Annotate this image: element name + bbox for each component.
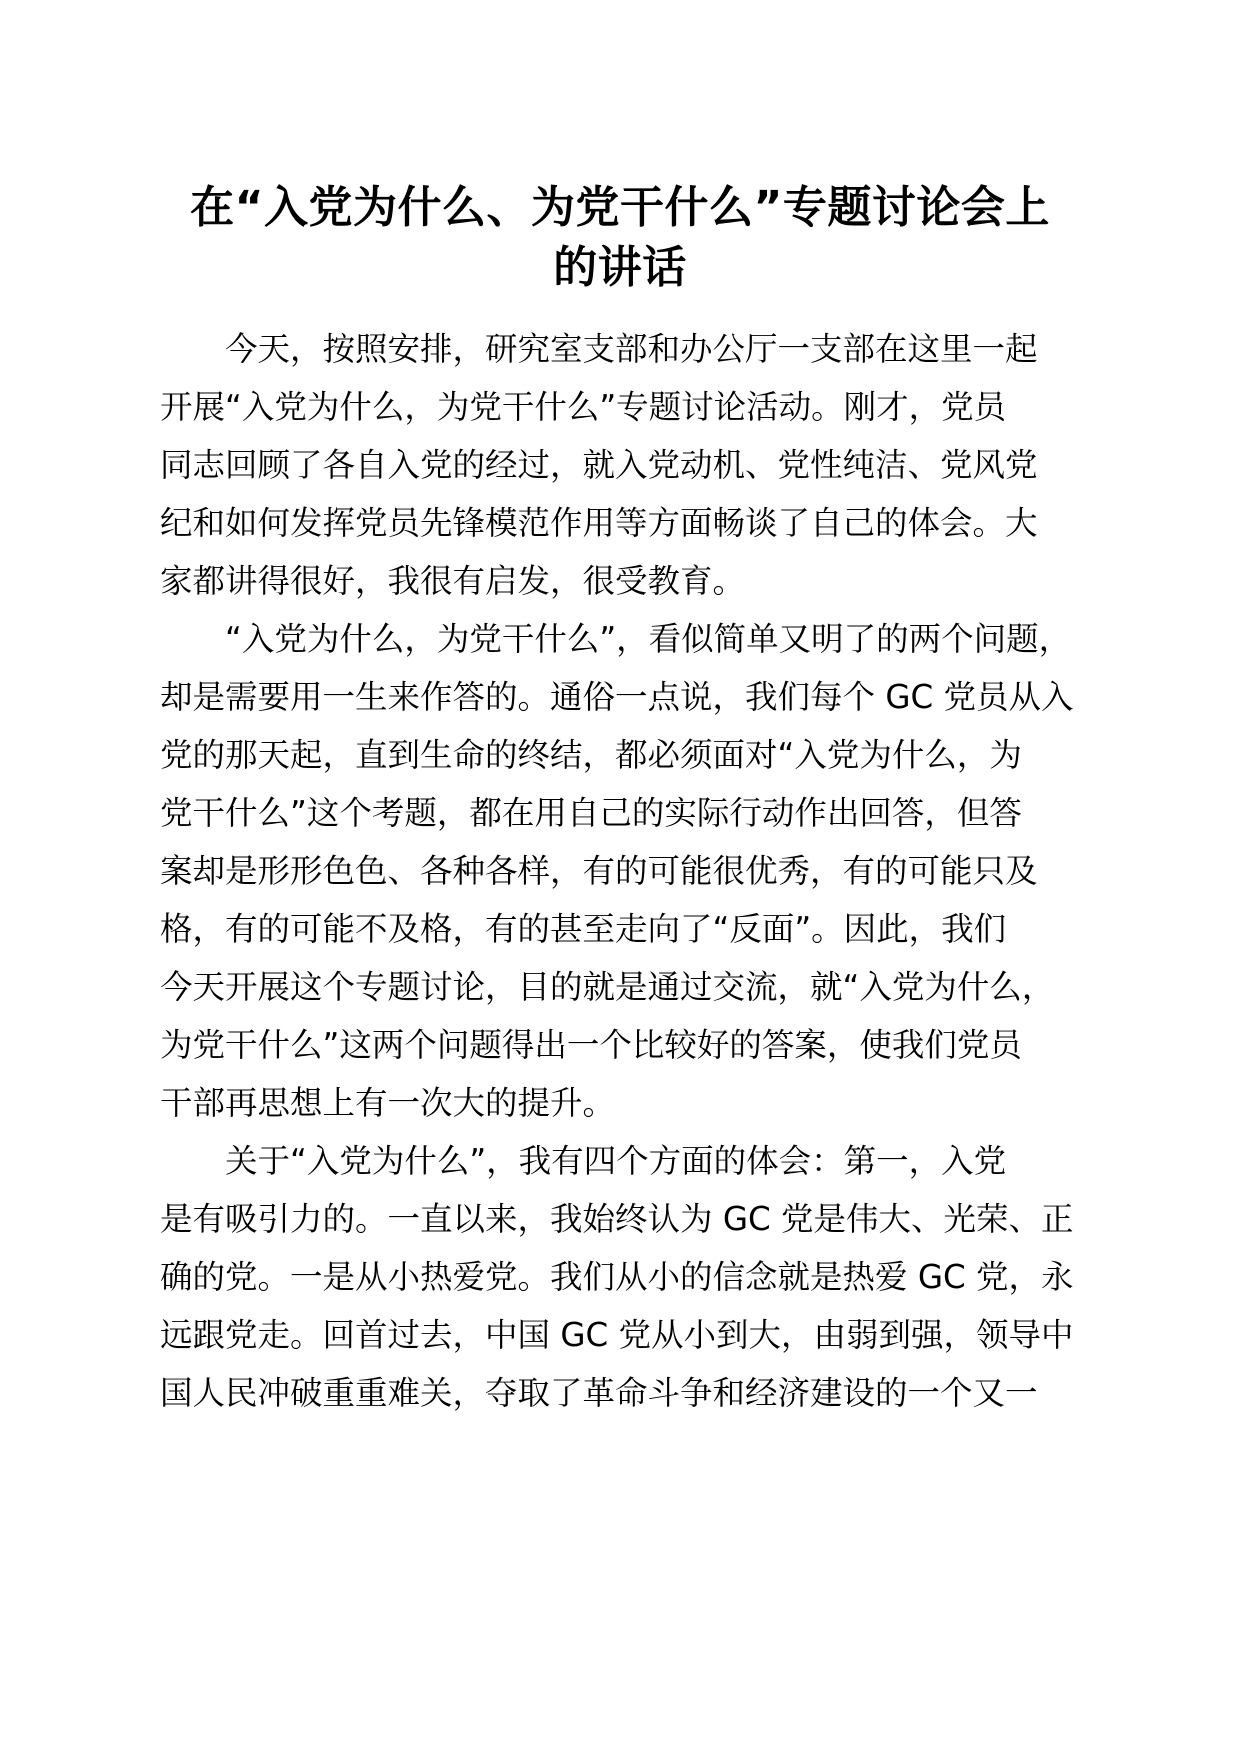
paragraph-2-line-1: “入党为什么，为党干什么”，看似简单又明了的两个问题，	[225, 620, 1072, 658]
paragraph-1-line-2: 开展“入党为什么，为党干什么”专题讨论活动。刚才，党员	[160, 388, 1007, 426]
paragraph-3-line-5: 国人民冲破重重难关，夺取了革命斗争和经济建设的一个又一	[160, 1374, 1038, 1412]
paragraph-2-line-8: 为党干什么”这两个问题得出一个比较好的答案，使我们党员	[160, 1026, 1022, 1064]
paragraph-3-line-1: 关于“入党为什么”，我有四个方面的体会：第一，入党	[225, 1142, 1007, 1180]
paragraph-2-line-9: 干部再思想上有一次大的提升。	[160, 1084, 616, 1122]
paragraph-1-line-3: 同志回顾了各自入党的经过，就入党动机、党性纯洁、党风党	[160, 446, 1038, 484]
paragraph-2-line-6: 格，有的可能不及格，有的甚至走向了“反面”。因此，我们	[160, 910, 1007, 948]
paragraph-2-line-4: 党干什么”这个考题，都在用自己的实际行动作出回答，但答	[160, 794, 1022, 832]
paragraph-1-line-5: 家都讲得很好，我很有启发，很受教育。	[160, 562, 746, 600]
document-title-line-1: 在“入党为什么、为党干什么”专题讨论会上	[190, 182, 1050, 233]
paragraph-3-line-2: 是有吸引力的。一直以来，我始终认为 GC 党是伟大、光荣、正	[160, 1200, 1074, 1238]
paragraph-3-line-3: 确的党。一是从小热爱党。我们从小的信念就是热爱 GC 党，永	[160, 1258, 1074, 1296]
paragraph-1-line-4: 纪和如何发挥党员先锋模范作用等方面畅谈了自己的体会。大	[160, 504, 1038, 542]
paragraph-2-line-5: 案却是形形色色、各种各样，有的可能很优秀，有的可能只及	[160, 852, 1038, 890]
paragraph-2-line-2: 却是需要用一生来作答的。通俗一点说，我们每个 GC 党员从入	[160, 678, 1074, 716]
paragraph-2-line-7: 今天开展这个专题讨论，目的就是通过交流，就“入党为什么，	[160, 968, 1055, 1006]
paragraph-2-line-3: 党的那天起，直到生命的终结，都必须面对“入党为什么，为	[160, 736, 1022, 774]
paragraph-1-line-1: 今天，按照安排，研究室支部和办公厅一支部在这里一起	[225, 330, 1038, 368]
document-title-line-2: 的讲话	[553, 242, 687, 293]
paragraph-3-line-4: 远跟党走。回首过去，中国 GC 党从小到大，由弱到强，领导中	[160, 1316, 1074, 1354]
